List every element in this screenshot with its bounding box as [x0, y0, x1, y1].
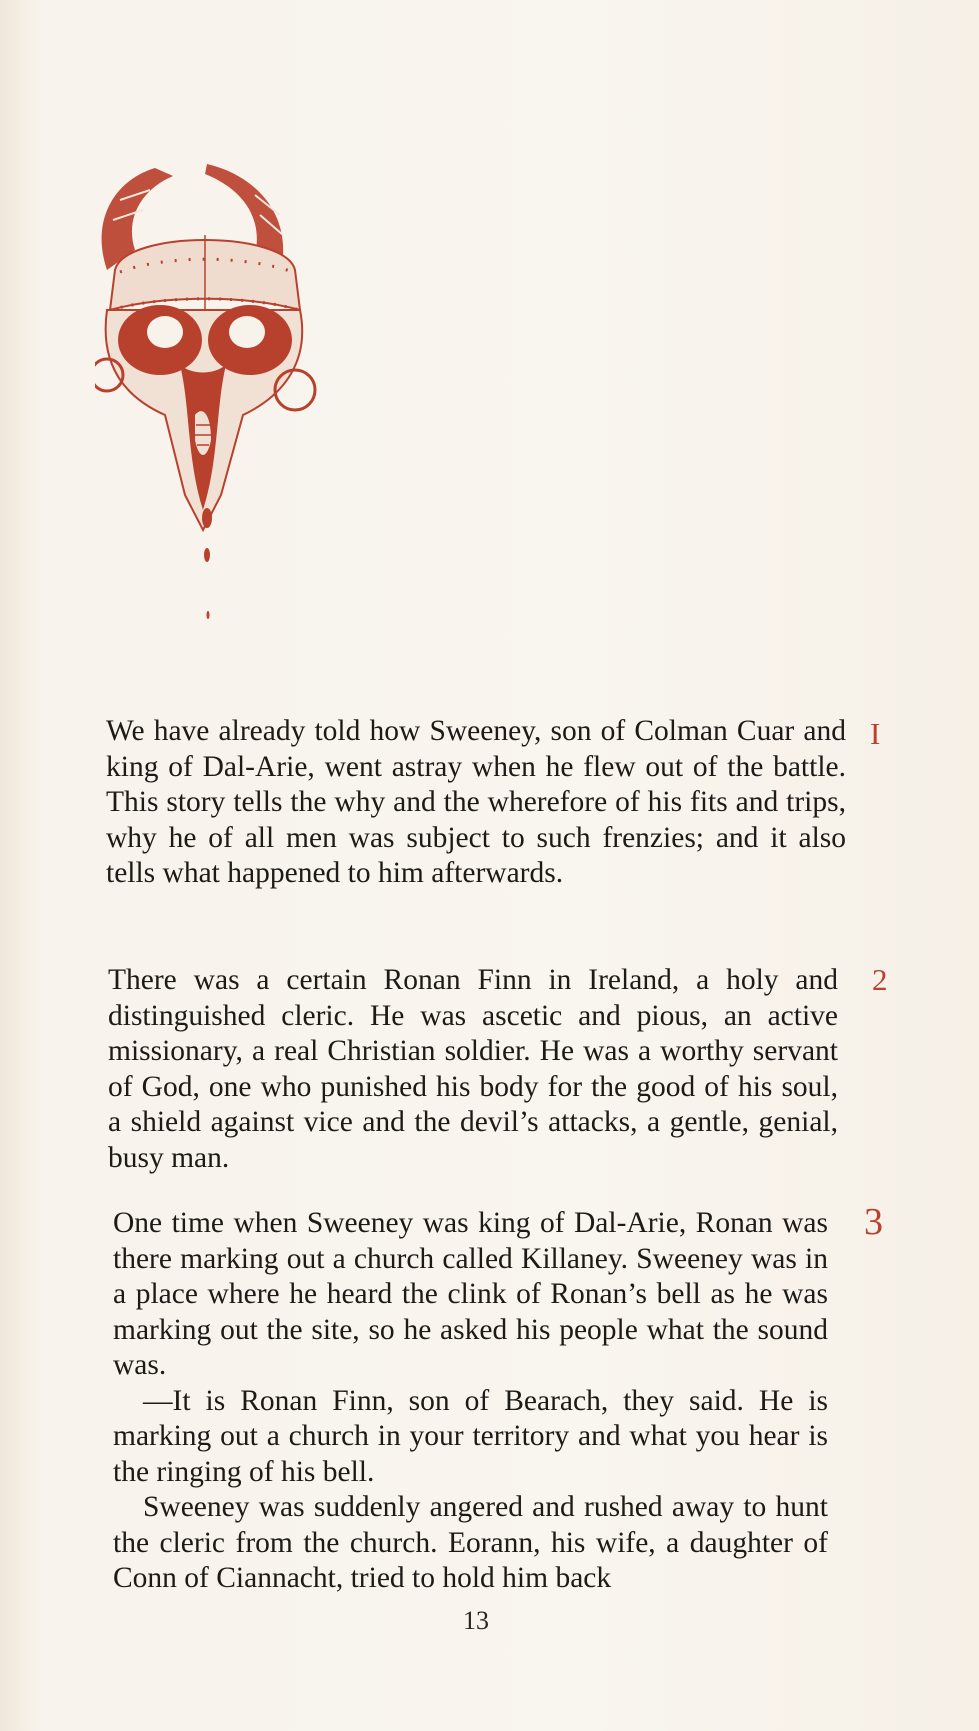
- horned-mask-illustration: [95, 160, 365, 700]
- section-number-3: 3: [864, 1201, 883, 1243]
- page-number: 13: [463, 1606, 489, 1635]
- section-2: [108, 963, 838, 1176]
- section-1: [106, 714, 846, 892]
- paragraph: Sweeney was suddenly angered and rushed away to hunt the cleric from the church. Eorann, his wife, a daughter of Conn of Ciannacht, tried to hold him back: [113, 1491, 828, 1594]
- paragraph: We have already told how Sweeney, son of Colman Cuar and king of Dal-Arie, went astray when he flew out of the battle. This story tells the why and the wherefore of his fits and trips, why he of all men was subject to such frenzies; and it also tells what happened to him afterwards.: [106, 715, 846, 889]
- paragraph: There was a certain Ronan Finn in Ireland, a holy and distinguished cleric. He was ascetic and pious, an active missionary, a real Christian soldier. He was a worthy servant of God, one who punished his body for the good of his soul, a shield against vice and the devil’s attacks, a gentle, genial, busy man.: [108, 964, 838, 1174]
- paragraph: —It is Ronan Finn, son of Bearach, they said. He is marking out a church in your territory and what you hear is the ringing of his bell.: [113, 1384, 828, 1488]
- section-number-1: I: [870, 716, 881, 751]
- paragraph: One time when Sweeney was king of Dal-Arie, Ronan was there marking out a church called Killaney. Sweeney was in a place where he heard the clink of Ronan’s bell as he was marking out the site, so he asked his people what the sound was.: [113, 1207, 828, 1381]
- section-3: [113, 1206, 828, 1597]
- section-number-2: 2: [872, 962, 888, 997]
